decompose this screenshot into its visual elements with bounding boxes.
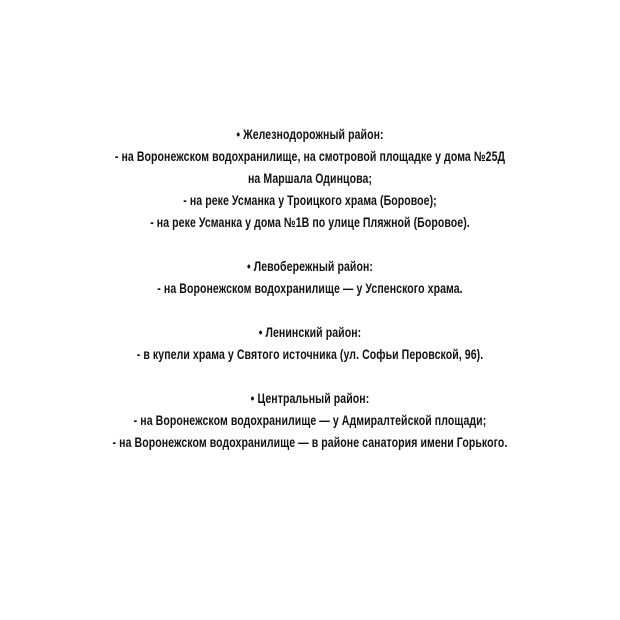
section-heading: • Центральный район: <box>250 391 370 406</box>
list-item: - на реке Усманка у дома №1В по улице Пляжной (Боровое). <box>150 215 470 230</box>
section-heading: • Ленинский район: <box>258 325 362 340</box>
list-item: - на Воронежском водохранилище, на смотровой площадке у дома №25Д <box>114 149 506 164</box>
section-levoberezhny <box>84 256 536 300</box>
text-block <box>84 124 536 476</box>
section-leninsky <box>84 322 536 366</box>
section-heading: • Железнодорожный район: <box>236 127 384 142</box>
section-tsentralny <box>84 388 536 454</box>
section-heading: • Левобережный район: <box>246 259 374 274</box>
section-zheleznodorozhny <box>84 124 536 234</box>
list-item: - на Воронежском водохранилище — у Адмиралтейской площади; <box>133 413 487 428</box>
list-item: - в купели храма у Святого источника (ул. Софьи Перовской, 96). <box>136 347 484 362</box>
list-item: - на Воронежском водохранилище — у Успенского храма. <box>157 281 463 296</box>
list-item: - на реке Усманка у Троицкого храма (Боровое); <box>183 193 437 208</box>
list-item: - на Воронежском водохранилище — в районе санатория имени Горького. <box>112 435 508 450</box>
list-item: на Маршала Одинцова; <box>247 171 373 186</box>
